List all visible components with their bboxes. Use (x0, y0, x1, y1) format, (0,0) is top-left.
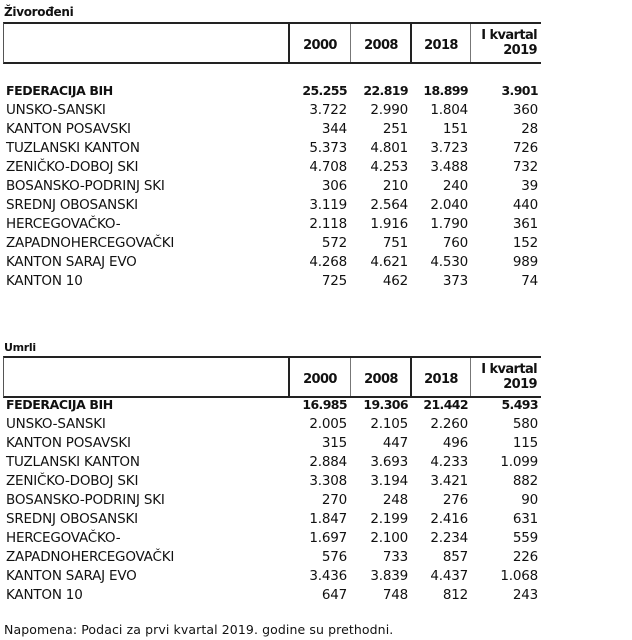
table-row (4, 158, 542, 177)
cell-value: 3.693 (370, 454, 408, 470)
cell-value: 240 (442, 178, 468, 194)
column-header-2000: 2000 (303, 37, 337, 53)
cell-value: 725 (321, 273, 347, 289)
column-header-q1-year: 2019 (503, 377, 537, 392)
cell-value: 647 (321, 587, 347, 603)
column-header-q1-year: 2019 (503, 43, 537, 58)
row-label: ZAPADNOHERCEGOVAČKI (6, 235, 175, 251)
row-label: KANTON SARAJ EVO (6, 254, 137, 270)
cell-value: 882 (512, 473, 538, 489)
cell-value: 3.488 (430, 159, 468, 175)
cell-value: 857 (442, 549, 468, 565)
column-header-2008: 2008 (364, 37, 398, 53)
cell-value: 3.308 (309, 473, 347, 489)
table-body-births (4, 82, 542, 291)
cell-value: 361 (512, 216, 538, 232)
cell-value: 462 (382, 273, 408, 289)
table-row (4, 491, 542, 510)
cell-value: 2.416 (430, 511, 468, 527)
cell-value: 3.839 (370, 568, 408, 584)
cell-value: 19.306 (363, 397, 408, 412)
cell-value: 1.916 (370, 216, 408, 232)
column-header-2008: 2008 (364, 371, 398, 387)
row-label: ZENIČKO-DOBOJ SKI (6, 159, 139, 175)
cell-value: 4.437 (430, 568, 468, 584)
row-label: ZENIČKO-DOBOJ SKI (6, 473, 139, 489)
cell-value: 1.697 (309, 530, 347, 546)
cell-value: 5.493 (501, 397, 538, 412)
cell-value: 2.005 (309, 416, 347, 432)
cell-value: 989 (512, 254, 538, 270)
table-row (4, 586, 542, 605)
column-header-q1-label: I kvartal (481, 28, 537, 43)
table-row (4, 453, 542, 472)
table-row (4, 510, 542, 529)
table-header-births (3, 22, 541, 64)
cell-value: 1.847 (309, 511, 347, 527)
cell-value: 2.040 (430, 197, 468, 213)
row-label: KANTON 10 (6, 273, 83, 289)
row-label: ZAPADNOHERCEGOVAČKI (6, 549, 175, 565)
cell-value: 572 (321, 235, 347, 251)
cell-value: 344 (321, 121, 347, 137)
cell-value: 751 (382, 235, 408, 251)
table-row (4, 82, 542, 101)
cell-value: 315 (321, 435, 347, 451)
table-row (4, 272, 542, 291)
cell-value: 4.621 (370, 254, 408, 270)
row-label: UNSKO-SANSKI (6, 102, 106, 118)
cell-value: 25.255 (302, 83, 347, 98)
cell-value: 631 (512, 511, 538, 527)
row-label: BOSANSKO-PODRINJ SKI (6, 178, 165, 194)
table-row (4, 548, 542, 567)
cell-value: 2.564 (370, 197, 408, 213)
cell-value: 373 (442, 273, 468, 289)
cell-value: 733 (382, 549, 408, 565)
cell-value: 748 (382, 587, 408, 603)
cell-value: 4.233 (430, 454, 468, 470)
row-label: UNSKO-SANSKI (6, 416, 106, 432)
cell-value: 360 (512, 102, 538, 118)
row-label: HERCEGOVAČKO- (6, 530, 121, 546)
column-header-q1-label: I kvartal (481, 362, 537, 377)
table-row (4, 415, 542, 434)
cell-value: 3.436 (309, 568, 347, 584)
cell-value: 576 (321, 549, 347, 565)
table-row (4, 234, 542, 253)
row-label: SREDNJ OBOSANSKI (6, 197, 138, 213)
cell-value: 16.985 (302, 397, 347, 412)
row-label: KANTON SARAJ EVO (6, 568, 137, 584)
cell-value: 18.899 (423, 83, 468, 98)
cell-value: 5.373 (309, 140, 347, 156)
row-label: KANTON POSAVSKI (6, 435, 131, 451)
row-label: BOSANSKO-PODRINJ SKI (6, 492, 165, 508)
cell-value: 2.234 (430, 530, 468, 546)
table-row (4, 101, 542, 120)
cell-value: 2.990 (370, 102, 408, 118)
cell-value: 21.442 (423, 397, 468, 412)
cell-value: 726 (512, 140, 538, 156)
cell-value: 2.118 (309, 216, 347, 232)
table-row (4, 434, 542, 453)
cell-value: 2.100 (370, 530, 408, 546)
cell-value: 2.884 (309, 454, 347, 470)
cell-value: 559 (512, 530, 538, 546)
table-body-deaths (4, 396, 542, 605)
cell-value: 4.268 (309, 254, 347, 270)
table-row (4, 567, 542, 586)
row-label: TUZLANSKI KANTON (6, 140, 140, 156)
cell-value: 1.790 (430, 216, 468, 232)
row-label: FEDERACIJA BIH (6, 397, 113, 412)
cell-value: 151 (442, 121, 468, 137)
cell-value: 3.723 (430, 140, 468, 156)
cell-value: 760 (442, 235, 468, 251)
cell-value: 2.105 (370, 416, 408, 432)
cell-value: 2.199 (370, 511, 408, 527)
cell-value: 4.530 (430, 254, 468, 270)
table-row (4, 396, 542, 415)
cell-value: 251 (382, 121, 408, 137)
table-row (4, 139, 542, 158)
cell-value: 496 (442, 435, 468, 451)
table-header-deaths (3, 356, 541, 398)
cell-value: 732 (512, 159, 538, 175)
cell-value: 580 (512, 416, 538, 432)
cell-value: 1.804 (430, 102, 468, 118)
table-title-births: Živorođeni (4, 5, 74, 19)
cell-value: 152 (512, 235, 538, 251)
cell-value: 1.068 (500, 568, 538, 584)
table-row (4, 177, 542, 196)
cell-value: 115 (512, 435, 538, 451)
cell-value: 447 (382, 435, 408, 451)
table-row (4, 253, 542, 272)
cell-value: 306 (321, 178, 347, 194)
cell-value: 39 (521, 178, 538, 194)
column-header-q1-2019 (471, 358, 541, 396)
cell-value: 4.708 (309, 159, 347, 175)
cell-value: 812 (442, 587, 468, 603)
cell-value: 90 (521, 492, 538, 508)
cell-value: 3.194 (370, 473, 408, 489)
cell-value: 248 (382, 492, 408, 508)
cell-value: 243 (512, 587, 538, 603)
row-label: KANTON 10 (6, 587, 83, 603)
cell-value: 3.901 (501, 83, 538, 98)
cell-value: 22.819 (363, 83, 408, 98)
cell-value: 4.801 (370, 140, 408, 156)
column-header-2018: 2018 (424, 371, 458, 387)
table-row (4, 120, 542, 139)
table-row (4, 472, 542, 491)
table-row (4, 215, 542, 234)
row-label: KANTON POSAVSKI (6, 121, 131, 137)
row-label: SREDNJ OBOSANSKI (6, 511, 138, 527)
column-header-q1-2019 (471, 24, 541, 62)
cell-value: 3.722 (309, 102, 347, 118)
table-row (4, 196, 542, 215)
row-label: FEDERACIJA BIH (6, 83, 113, 98)
cell-value: 1.099 (500, 454, 538, 470)
table-row (4, 529, 542, 548)
cell-value: 28 (521, 121, 538, 137)
row-label: HERCEGOVAČKO- (6, 216, 121, 232)
column-header-2018: 2018 (424, 37, 458, 53)
cell-value: 210 (382, 178, 408, 194)
cell-value: 4.253 (370, 159, 408, 175)
cell-value: 74 (521, 273, 538, 289)
cell-value: 3.119 (309, 197, 347, 213)
footnote: Napomena: Podaci za prvi kvartal 2019. godine su prethodni. (4, 622, 394, 637)
column-header-2000: 2000 (303, 371, 337, 387)
table-title-deaths: Umrli (4, 341, 36, 354)
cell-value: 2.260 (430, 416, 468, 432)
cell-value: 270 (321, 492, 347, 508)
row-label: TUZLANSKI KANTON (6, 454, 140, 470)
cell-value: 440 (512, 197, 538, 213)
cell-value: 3.421 (430, 473, 468, 489)
cell-value: 226 (512, 549, 538, 565)
cell-value: 276 (442, 492, 468, 508)
